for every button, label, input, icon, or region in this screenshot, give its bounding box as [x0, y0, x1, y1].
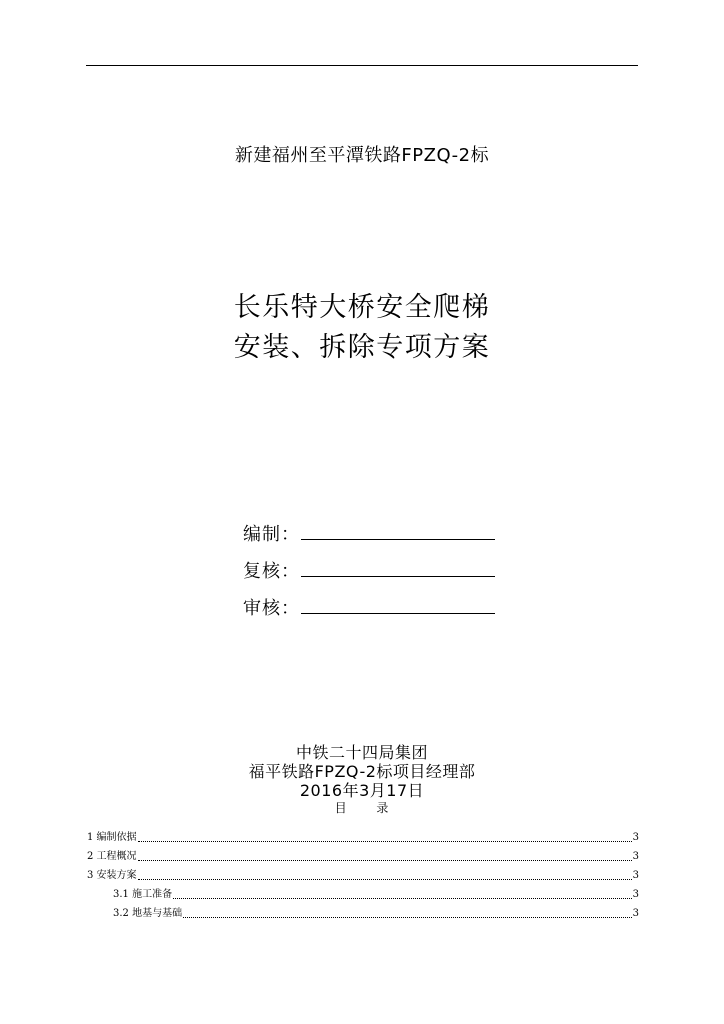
header-rule: [86, 65, 638, 66]
toc-entry-page: 3: [632, 851, 639, 862]
signature-row-approved: [243, 594, 503, 620]
toc-leader-dots: [138, 841, 632, 842]
project-department: 福平铁路FPZQ-2标项目经理部: [248, 762, 476, 781]
toc-leader-dots: [183, 917, 632, 918]
toc-entry[interactable]: [87, 868, 639, 882]
toc-entry[interactable]: [87, 830, 639, 844]
signature-row-prepared: [243, 520, 503, 546]
toc-heading: [0, 799, 724, 816]
signature-row-reviewed: [243, 557, 503, 583]
document-date: 2016年3月17日: [299, 781, 425, 800]
toc-entry-page: 3: [632, 832, 639, 843]
project-name: 新建福州至平潭铁路FPZQ-2标: [234, 145, 490, 166]
document-title-line-1: 长乐特大桥安全爬梯: [233, 292, 491, 323]
toc-leader-dots: [138, 860, 632, 861]
toc-entry[interactable]: [87, 849, 639, 863]
signature-label: 编制：: [243, 524, 300, 545]
signature-line: [301, 576, 495, 577]
signature-label: 复核：: [243, 561, 300, 582]
toc-entry[interactable]: [113, 906, 639, 920]
signature-label: 审核：: [243, 598, 300, 619]
toc-entry-title: 2 工程概况: [87, 851, 137, 862]
toc-entry[interactable]: [113, 887, 639, 901]
signature-line: [301, 613, 495, 614]
toc-entry-page: 3: [632, 889, 639, 900]
toc-leader-dots: [138, 879, 632, 880]
organization-name: 中铁二十四局集团: [295, 743, 428, 762]
toc-heading-part: 录: [376, 801, 390, 815]
toc-leader-dots: [173, 898, 632, 899]
toc-entry-page: 3: [632, 908, 639, 919]
toc-entry-title: 3.2 地基与基础: [113, 908, 183, 919]
toc-entry-page: 3: [632, 870, 639, 881]
toc-heading-part: 目: [334, 801, 348, 815]
toc-entry-title: 1 编制依据: [87, 832, 137, 843]
toc-entry-title: 3.1 施工准备: [113, 889, 173, 900]
signature-line: [301, 539, 495, 540]
document-title-line-2: 安装、拆除专项方案: [233, 332, 491, 363]
toc-entry-title: 3 安装方案: [87, 870, 137, 881]
